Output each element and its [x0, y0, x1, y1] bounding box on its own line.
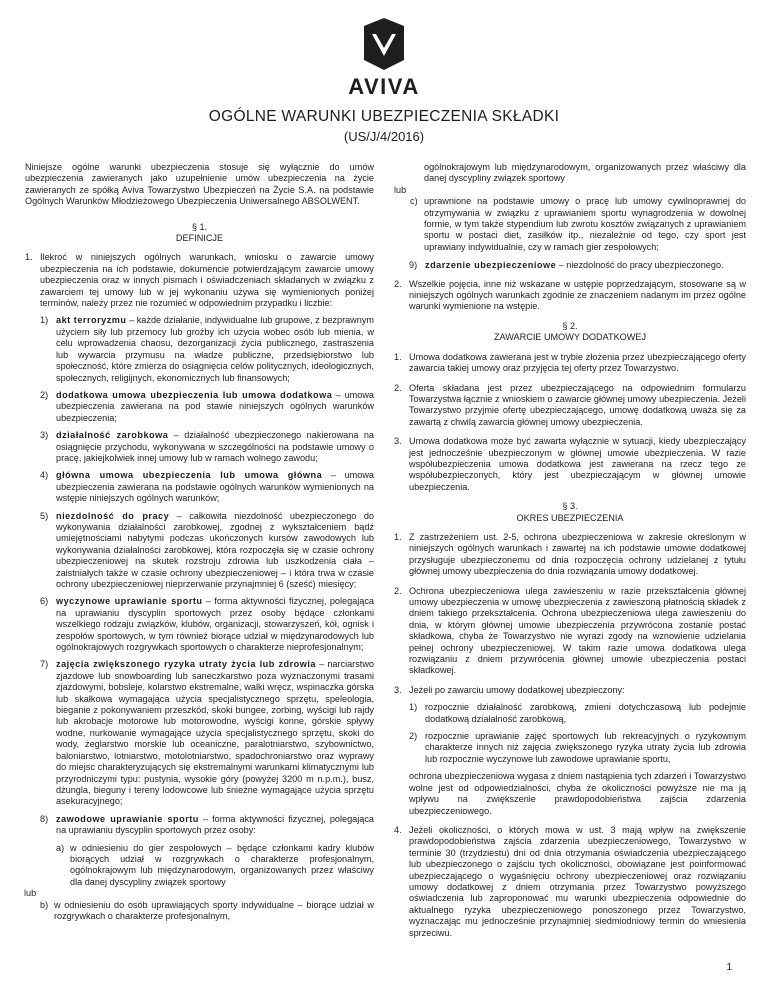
section-3-paragraph-2: 2. Ochrona ubezpieczeniowa ulega zawieszeniu w razie przekształcenia głównej umowy ubezpieczenia w umowę ubezpieczenia z zawieszoną płatnością składek z dniem takiego przekształcenia. Ochrona ubezpieczeniowa ulega zawieszeniu do dnia, w którym głównej umowie ubezpieczenia przywrócona zostanie postać składkowa, chyba że Towarzystwo nie wyrazi zgody na wznowienie udzielania pełnej ochrony ubezpieczeniowej. W takim razie umowa dodatkowa ulega rozwiązaniu z dniem przywrócenia głównej umowie ubezpieczenia postaci składkowej.	[394, 585, 746, 676]
definition-item: 2) dodatkowa umowa ubezpieczenia lub umowa dodatkowa – umowa ubezpieczenia zawierana na pod stawie niniejszych ogólnych warunków ubezpieczenia;	[40, 389, 375, 423]
definition-item-9: 9) zdarzenie ubezpieczeniowe – niezdolność do pracy ubezpieczonego.	[409, 260, 724, 271]
definition-text: – umowa ubezpieczenia zawierana na pod stawie niniejszych ogólnych warunków ubezpieczenia;	[56, 389, 375, 423]
definition-item: 8) zawodowe uprawianie sportu – forma aktywności fizycznej, polegająca na uprawianiu dyscyplin sportowych przez osoby: a) w odniesieniu do gier zespołowych – będące członkami kadry klubów biorących udział w rozgrywkach o charakterze profesjonalnym, ogólnokrajowym lub międzynarodowym, organizowanych przez właściwy dla danej dyscypliny związek sportowy	[40, 813, 374, 887]
section-2-number: § 2.	[562, 320, 578, 331]
section-2-paragraph: 1. Umowa dodatkowa zawierana jest w trybie złożenia przez ubezpieczającego oferty zawarcia takiej umowy oraz przyjęcia tej oferty przez Towarzystwo.	[394, 351, 746, 374]
definition-subitem-c: c) uprawnione na podstawie umowy o pracę lub umowy cywilnoprawnej do otrzymywania w związku z uprawianiem sportu wynagrodzenia w dowolnej formie, w tym także stypendium lub zwrotu kosztów związanych z uprawianiem sportu w postaci diet, zasiłków itp., niezależnie od tego, czy sport jest uprawiany indywidualnie, czy w ramach gier zespołowych;	[410, 196, 746, 252]
section-3-paragraph-4: 4. Jeżeli okoliczności, o których mowa w ust. 3 mają wpływ na zwiększenie prawdopodobieństwa zajścia zdarzenia ubezpieczeniowego, Towarzystwo w terminie 30 (trzydziestu) dni od dnia otrzymania oświadczenia ubezpieczającego lub ubezpieczonego o zajściu tych okoliczności, obowiązane jest poinformować ubezpieczającego o wygaśnięciu ochrony ubezpieczeniowej oraz rozwiązaniu umowy dodatkowej z dniem otrzymania przez Towarzystwo powyższego oświadczenia lub zaproponować mu warunki ubezpieczenia odpowiednie do aktualnego ryzyka ubezpieczeniowego ponoszonego przez Towarzystwo, wyznaczając mu jednocześnie przynajmniej siedmiodniowy termin do wniesienia sprzeciwu.	[394, 824, 746, 938]
aviva-logo-icon	[362, 16, 406, 72]
section-3-paragraph-1: 1. Z zastrzeżeniem ust. 2-5, ochrona ubezpieczeniowa w zakresie określonym w niniejszych ogólnych warunkach i zawartej na ich podstawie umowie dodatkowej przysługuje ubezpieczonemu od dnia rozpoczęcia ochrony udzielanej z tytułu głównej umowy ubezpieczenia do dnia rozwiązania umowy dodatkowej.	[394, 531, 746, 577]
definition-term: dodatkowa umowa ubezpieczenia lub umowa dodatkowa	[56, 389, 333, 400]
definition-term: akt terroryzmu	[56, 315, 127, 326]
definition-term: działalność zarobkowa	[56, 430, 169, 441]
definition-term: zajęcia zwiększonego ryzyka utraty życia lub zdrowia	[56, 659, 316, 670]
definition-item: 6) wyczynowe uprawianie sportu – forma aktywności fizycznej, polegająca na uprawianiu dyscyplin sportowych przez osoby będące członkami wszelkiego rodzaju związków, klubów, organizacji, stowarzyszeń, kół, ognisk i zespołów sportowych, w tym również biorące udział w międzynarodowych lub ogólnokrajowych rozgrywkach sportowych o charakterze nieprofesjonalnym;	[40, 596, 374, 653]
section-1-number: § 1.	[191, 221, 208, 232]
definition-subitem-b-continued: ogólnokrajowym lub międzynarodowym, organizowanych przez właściwy dla danej dyscypliny związek sportowy	[424, 162, 746, 184]
definition-subitem-a: a) w odniesieniu do gier zespołowych – będące członkami kadry klubów biorących udział w rozgrywkach o charakterze profesjonalnym, ogólnokrajowym lub międzynarodowym, organizowanych przez właściwy dla danej dyscypliny związek sportowy	[56, 842, 374, 887]
intro-paragraph: Niniejsze ogólne warunki ubezpieczenia stosuje się wyłącznie do umów ubezpieczenia zawieranych jako uzupełnienie umów ubezpieczenia na życie zawieranych ze spółką Aviva Towarzystwo Ubezpieczeń na Życie S.A. na podstawie Ogólnych Warunków Młodzieżowego Ubezpieczenia Uniwersalnego ABSOLWENT.	[25, 162, 374, 207]
definition-text: – umowa ubezpieczenia zawierana na podstawie ogólnych warunków wymienionych na wstępie niniejszych ogólnych warunków;	[56, 470, 374, 504]
definition-text: – narciarstwo zjazdowe lub snowboarding lub saneczkarstwo poza wyznaczonymi trasami zjazdowymi, bobsleje, kolarstwo ekstremalne, walki wręcz, wspinaczka górska lub skałkowa wymagająca użycia specjalistycznego sprzętu, speleologia, bieganie z pokonywaniem przeszkód, skoki bungee, zorbing, wyścigi lub rajdy lub akrobacje motorowe lub motorowodne, wyścigi konne, górskie spływy wodne, nurkowanie wymagające użycia specjalistycznego sprzętu, skoki do wody, żeglarstwo morskie lub oceaniczne, paralotniarstwo, szybownictwo, baloniarstwo, lotniarstwo, motolotniarstwo, spadochroniarstwo oraz wyprawy do miejsc charakteryzujących się ekstremalnymi warunkami klimatycznymi lub przyrodniczymi typu: pustynia, wysokie góry (powyżej 3200 m n.p.m.), busz, dżungla, bieguny i tereny lodowcowe lub śnieżne wymagające użycia sprzętu asekuracyjnego;	[56, 659, 374, 807]
page-subtitle: (US/J/4/2016)	[343, 129, 425, 144]
paragraph-text: Ilekroć w niniejszych ogólnych warunkach, wniosku o zawarcie umowy ubezpieczenia na ich podstawie, dokumencie potwierdzającym zawarcie umowy ubezpieczenia oraz w innych pismach i oświadczeniach składanych w związku z zawarciem tej umowy lub w jej wykonaniu używa się wymienionych poniżej terminów, należy przez nie rozumieć w odpowiednim przypadku i liczbie:	[40, 252, 374, 309]
or-connector: lub	[24, 888, 37, 899]
or-connector: lub	[394, 184, 407, 195]
definition-term: niezdolność do pracy	[56, 510, 170, 521]
definition-item: 5) niezdolność do pracy – całkowita niezdolność ubezpieczonego do wykonywania działalności zarobkowej, zgodnej z wykształceniem bądź umiejętnościami nabytymi podczas ukończonych kursów zawodowych lub wykonywania działalności zarobkowej, która rozpoczęła się w czasie ochrony ubezpieczeniowej na skutek rozstroju zdrowia lub uszkodzenia ciała – zaistniałych także w czasie ochrony ubezpieczeniowej – i która trwa w czasie ochrony ubezpieczeniowej nieprzerwanie przynajmniej 6 (sześć) miesięcy;	[40, 510, 374, 589]
condition-item: 1) rozpocznie działalność zarobkową, zmieni dotychczasową lub podejmie dodatkową działalność zarobkową,	[409, 702, 746, 724]
aviva-logo	[334, 16, 434, 100]
page-number: 1	[726, 962, 732, 973]
definition-item: 4) główna umowa ubezpieczenia lub umowa główna – umowa ubezpieczenia zawierana na podstawie ogólnych warunków wymienionych na wstępie niniejszych ogólnych warunków;	[40, 470, 374, 504]
aviva-logo-text: AVIVA	[348, 74, 420, 99]
definition-text: – całkowita niezdolność ubezpieczonego do wykonywania działalności zarobkowej, zgodnej z wykształceniem bądź umiejętnościami nabytymi podczas ukończonych kursów zawodowych lub wykonywania działalności zarobkowej, która rozpoczęła się w czasie ochrony ubezpieczeniowej na skutek rozstroju zdrowia lub uszkodzenia ciała – zaistniałych także w czasie ochrony ubezpieczeniowej – i która trwa w czasie ochrony ubezpieczeniowej nieprzerwanie przynajmniej 6 (sześć) miesięcy;	[56, 510, 374, 589]
page-title: OGÓLNE WARUNKI UBEZPIECZENIA SKŁADKI	[208, 108, 560, 125]
definition-term: główna umowa ubezpieczenia lub umowa główna	[56, 470, 323, 481]
section-3-number: § 3.	[562, 501, 578, 512]
definition-text: – działalność ubezpieczonego nakierowana na osiągnięcie przychodu, wykonywana w szczególności na podstawie umowy o pracę, jakiejkolwiek innej umowy lub w ramach wolnego zawodu;	[56, 430, 374, 463]
paragraph-number: 1.	[25, 252, 33, 263]
section-1-paragraph-1	[25, 252, 374, 922]
section-2-paragraph: 3. Umowa dodatkowa może być zawarta wyłącznie w sytuacji, kiedy ubezpieczający jest jednocześnie ubezpieczonym w głównej umowie ubezpieczenia. W razie współubezpieczenia umowa dodatkowa jest zawierana na rzecz tego ze współubezpieczonych, który jest ubezpieczającym w głównej umowie ubezpieczenia.	[394, 436, 746, 492]
definition-text: – forma aktywności fizycznej, polegająca na uprawianiu dyscyplin sportowych przez osoby będące członkami wszelkiego rodzaju związków, klubów, organizacji, stowarzyszeń, kół, ognisk i zespołów sportowych, w tym również biorące udział w międzynarodowych lub ogólnokrajowych rozgrywkach sportowych o charakterze nieprofesjonalnym;	[56, 596, 374, 653]
section-1-title: DEFINICJE	[175, 233, 224, 244]
definition-item: 1) akt terroryzmu – każde działanie, indywidualne lub grupowe, z bezprawnym użyciem siły lub przemocy lub groźby ich użycia wobec osób lub mienia, w celu wprowadzenia chaosu, dezorganizacji życia publicznego, zastraszenia lub wywarcia przymusu na władze publiczne, przedsiębiorstwo lub społeczność, które zmierza do osiągnięcia celów politycznych, ideologicznych, społecznych, religijnych, ekonomicznych lub finansowych;	[40, 315, 375, 383]
definition-item: 7) zajęcia zwiększonego ryzyka utraty życia lub zdrowia – narciarstwo zjazdowe lub snowboarding lub saneczkarstwo poza wyznaczonymi trasami zjazdowymi, bobsleje, kolarstwo ekstremalne, walki wręcz, wspinaczka górska lub skałkowa wymagająca użycia specjalistycznego sprzętu, speleologia, bieganie z pokonywaniem przeszkód, skoki bungee, zorbing, wyścigi lub rajdy lub akrobacje motorowe lub motorowodne, wyścigi konne, górskie spływy wodne, nurkowanie wymagające użycia specjalistycznego sprzętu, skoki do wody, żeglarstwo morskie lub oceaniczne, paralotniarstwo, szybownictwo, baloniarstwo, lotniarstwo, motolotniarstwo, spadochroniarstwo oraz wyprawy do miejsc charakteryzujących się ekstremalnymi warunkami klimatycznymi lub przyrodniczymi typu: pustynia, wysokie góry (powyżej 3200 m n.p.m.), busz, dżungla, bieguny i tereny lodowcowe lub śnieżne wymagające użycia sprzętu asekuracyjnego;	[40, 659, 374, 807]
section-1-paragraph-2: 2. Wszelkie pojęcia, inne niż wskazane w ustępie poprzedzającym, stosowane są w niniejszych ogólnych warunkach zgodnie ze znaczeniem nadanym im przez ogólne warunki wymienione na wstępie.	[394, 278, 746, 312]
definition-term: zawodowe uprawianie sportu	[56, 813, 199, 824]
section-2-paragraph: 2. Oferta składana jest przez ubezpieczającego na odpowiednim formularzu Towarzystwa łącznie z wnioskiem o zawarcie głównej umowy ubezpieczenia. Jeżeli Towarzystwo przyjmie ofertę ubezpieczającego, umowę dodatkową uważa się za zawartą z chwilą zawarcia głównej umowy ubezpieczenia.	[394, 382, 746, 427]
right-column	[394, 162, 746, 947]
section-3-title: OKRES UBEZPIECZENIA	[516, 512, 624, 523]
definition-text: – każde działanie, indywidualne lub grupowe, z bezprawnym użyciem siły lub przemocy lub groźby ich użycia wobec osób lub mienia, w celu wprowadzenia chaosu, dezorganizacji życia publicznego, zastraszenia lub wywarcia przymusu na władze publiczne, przedsiębiorstwo lub społeczność, które zmierza do osiągnięcia celów politycznych, ideologicznych, społecznych, religijnych, ekonomicznych lub finansowych;	[56, 315, 375, 383]
left-column	[25, 162, 374, 930]
definition-item: 3) działalność zarobkowa – działalność ubezpieczonego nakierowana na osiągnięcie przychodu, wykonywana w szczególności na podstawie umowy o pracę, jakiejkolwiek innej umowy lub w ramach wolnego zawodu;	[40, 430, 374, 463]
definition-text: – niezdolność do pracy ubezpieczonego.	[556, 260, 724, 271]
condition-item: 2) rozpocznie uprawianie zajęć sportowych lub rekreacyjnych o ryzykownym charakterze innych niż zajęcia zwiększonego ryzyka utraty życia lub zdrowia lub rozpocznie wyczynowe lub zawodowe uprawianie sportu,	[409, 731, 746, 764]
definition-term: zdarzenie ubezpieczeniowe	[425, 260, 557, 271]
definition-text: – forma aktywności fizycznej, polegająca na uprawianiu dyscyplin sportowych przez osoby:	[56, 813, 374, 836]
definition-subitem-b: b) w odniesieniu do osób uprawiających sporty indywidualne – biorące udział w rozgrywkach o charakterze profesjonalnym,	[40, 899, 374, 921]
definition-term: wyczynowe uprawianie sportu	[56, 596, 203, 607]
section-2-title: ZAWARCIE UMOWY DODATKOWEJ	[493, 332, 647, 343]
section-3-paragraph-3: 3. Jeżeli po zawarciu umowy dodatkowej ubezpieczony: 1) rozpocznie działalność zarobkową, zmieni dotychczasową lub podejmie dodatkową działalność zarobkową, 2) rozpocznie uprawianie zajęć sportowych lub rekreacyjnych o ryzykownym charakterze innych niż zajęcia zwiększonego ryzyka utraty życia lub zdrowia lub rozpocznie wyczynowe lub zawodowe uprawianie sportu, ochrona ubezpieczeniowa wygasa z dniem nastąpienia tych zdarzeń i Towarzystwo wolne jest od odpowiedzialności, chyba że okoliczności powyższe nie ma ją wpływu na zwiększenie prawdopodobieństwa zajścia zdarzenia ubezpieczeniowego.	[394, 684, 746, 816]
definition-subitem-b-text: w odniesieniu do osób uprawiających sporty indywidualne – biorące udział w rozgrywkach o charakterze profesjonalnym,	[54, 899, 374, 921]
